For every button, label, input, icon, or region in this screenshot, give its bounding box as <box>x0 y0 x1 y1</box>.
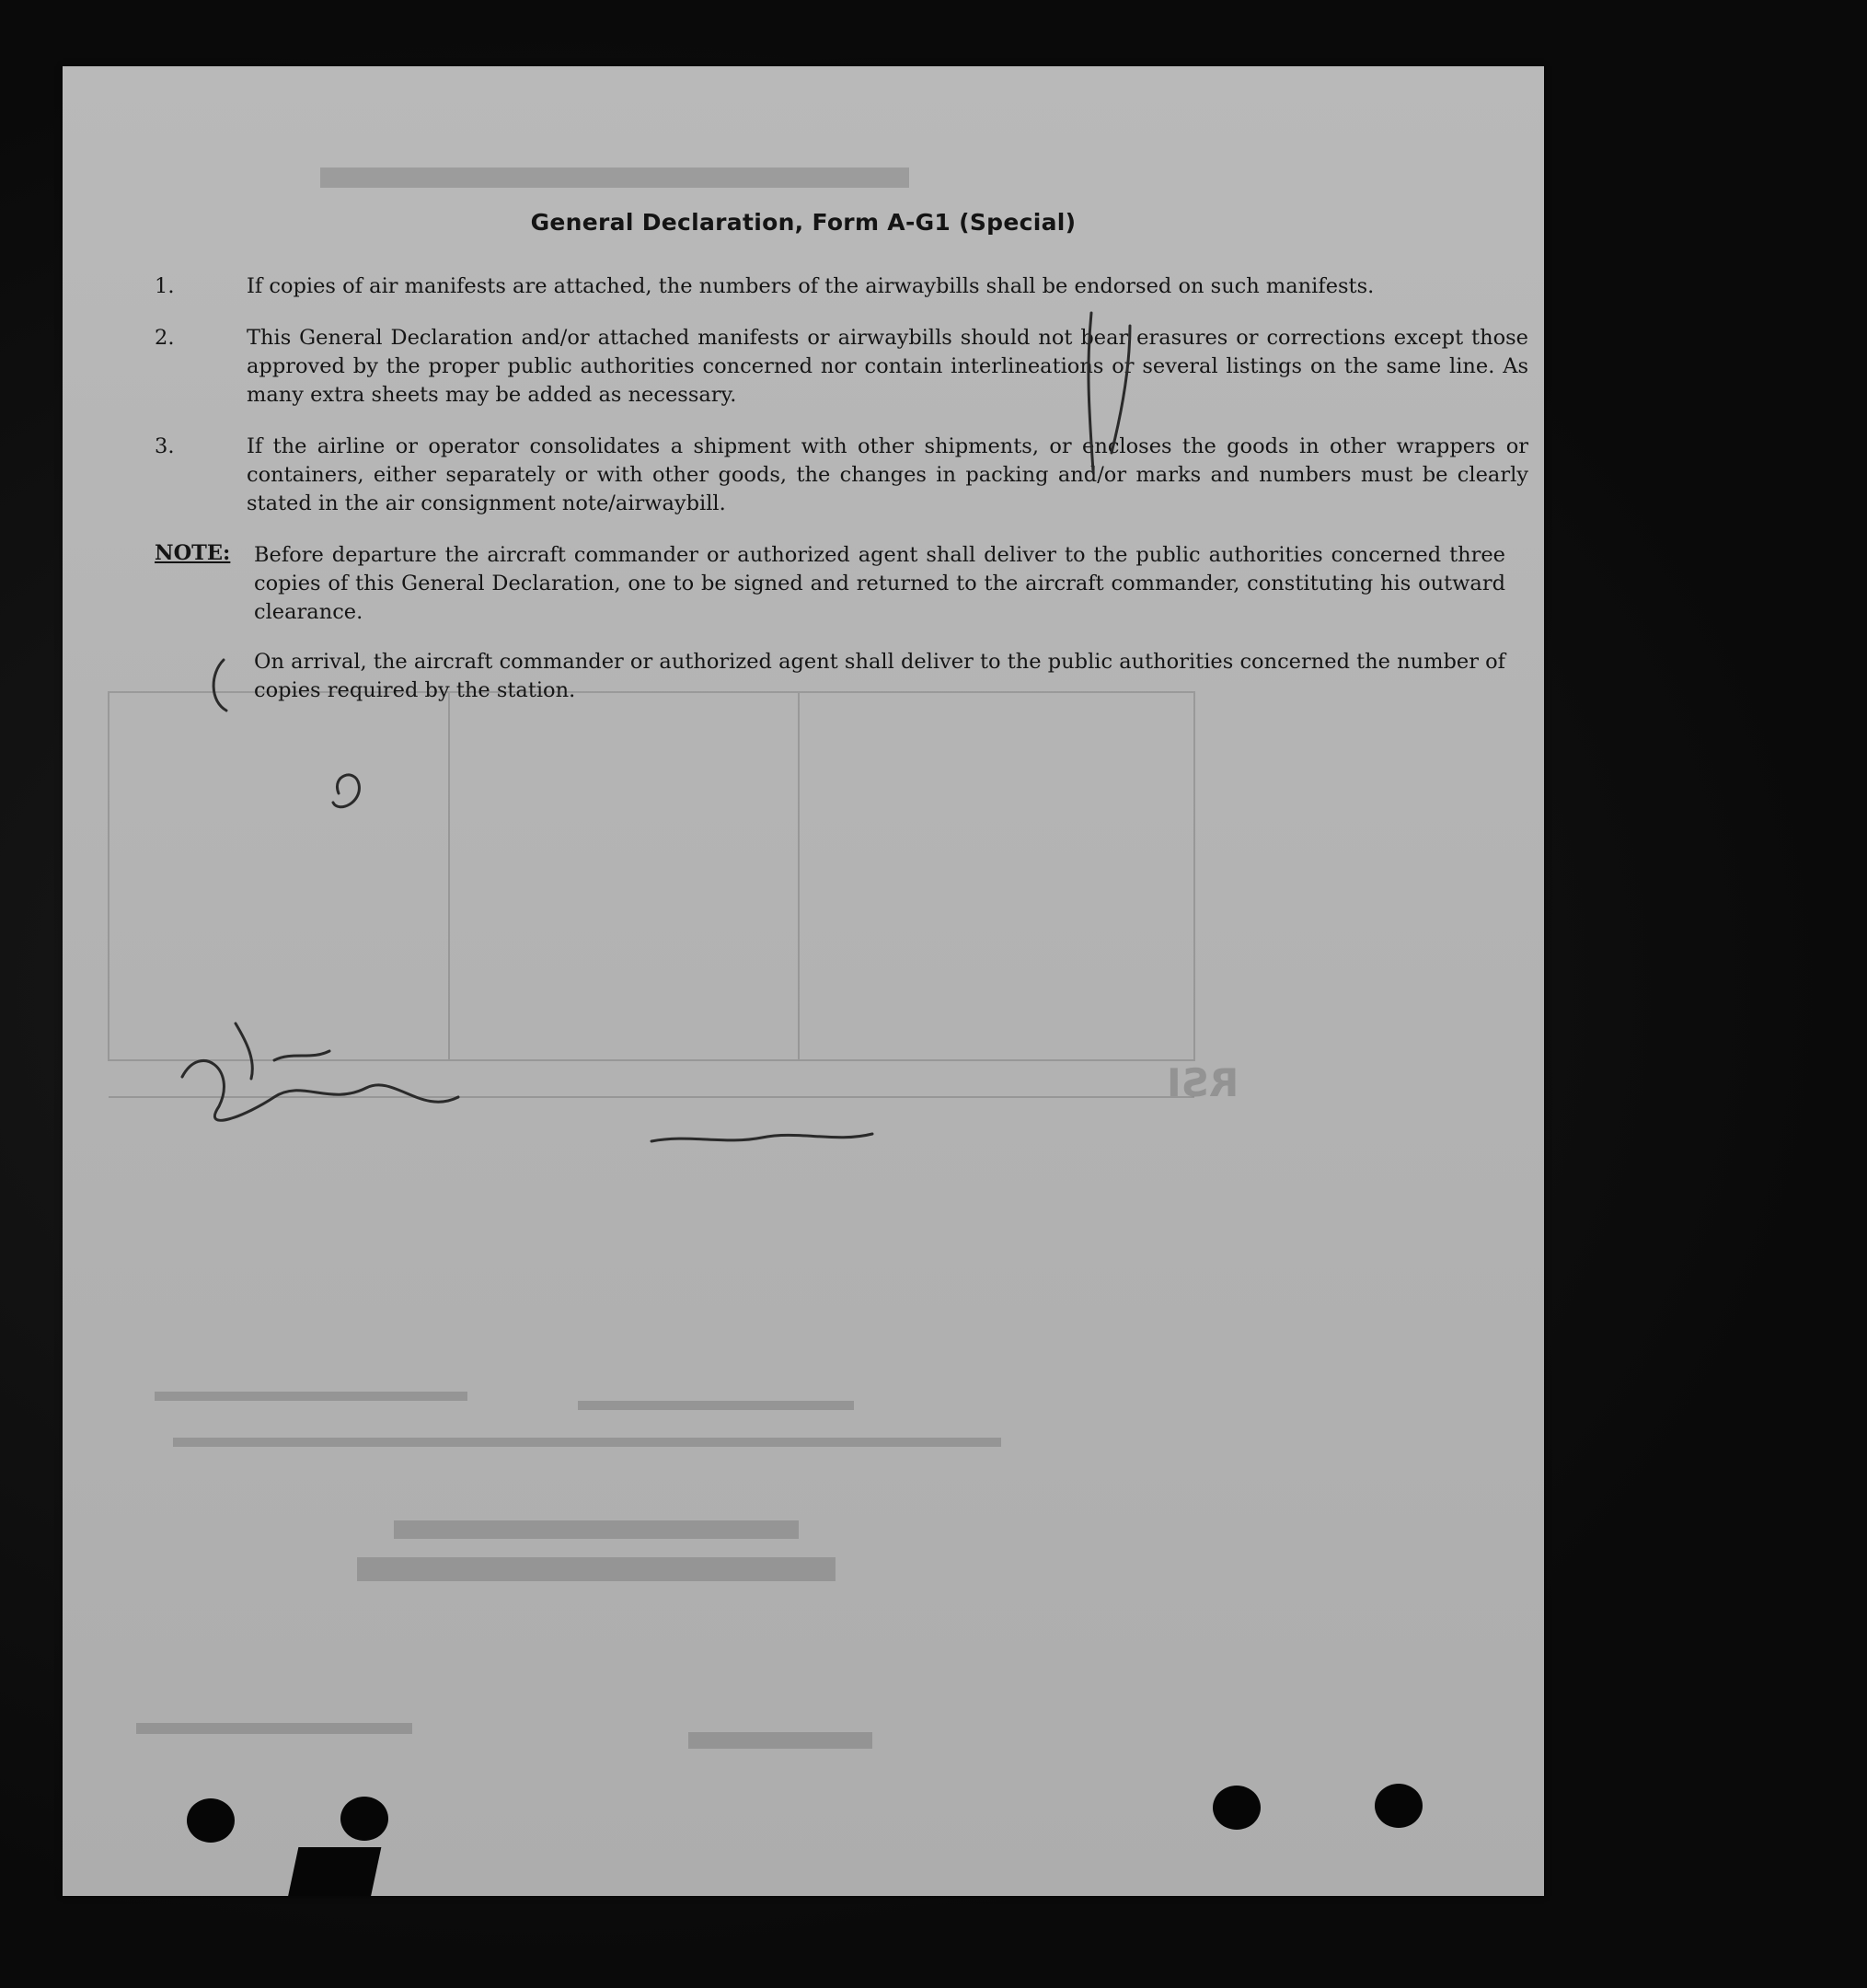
punch-hole <box>340 1797 388 1841</box>
document-page <box>63 66 1544 1896</box>
torn-tab-mark <box>287 1847 382 1896</box>
punch-hole <box>1213 1786 1261 1830</box>
punch-hole <box>1375 1784 1423 1828</box>
note-paragraph-departure: Before departure the aircraft commander or authorized agent shall deliver to the public authorities concerned three copies of this General Declaration, one to be signed and returned to the aircraft commander, constituting his outward clearance. <box>254 543 1505 624</box>
note-label: NOTE: <box>155 541 231 565</box>
instruction-number: 1. <box>155 274 175 298</box>
punch-hole <box>187 1798 235 1843</box>
instruction-text: If copies of air manifests are attached, the numbers of the airwaybills shall be endorsed on such manifests. <box>247 274 1375 298</box>
instruction-number: 2. <box>155 326 175 350</box>
instruction-text: If the airline or operator consolidates a shipment with other shipments, or encloses the goods in other wrappers or containers, either separately or with other goods, the changes in packing and/or marks and numbers must be clearly stated in the air consignment note/airwaybill. <box>247 434 1528 515</box>
instruction-text: This General Declaration and/or attached manifests or airwaybills should not bear erasures or corrections except those approved by the proper public authorities concerned nor contain interlineations or several listings on the same line. As many extra sheets may be added as necessary. <box>247 326 1528 407</box>
form-title: General Declaration, Form A-G1 (Special) <box>530 209 1077 236</box>
reverse-stamp-bleed: RSI <box>1167 1060 1239 1105</box>
note-paragraph-arrival: On arrival, the aircraft commander or authorized agent shall deliver to the public authorities concerned the number of copies required by the station. <box>254 650 1505 702</box>
instruction-number: 3. <box>155 434 175 458</box>
handwritten-marks <box>63 66 1544 1896</box>
